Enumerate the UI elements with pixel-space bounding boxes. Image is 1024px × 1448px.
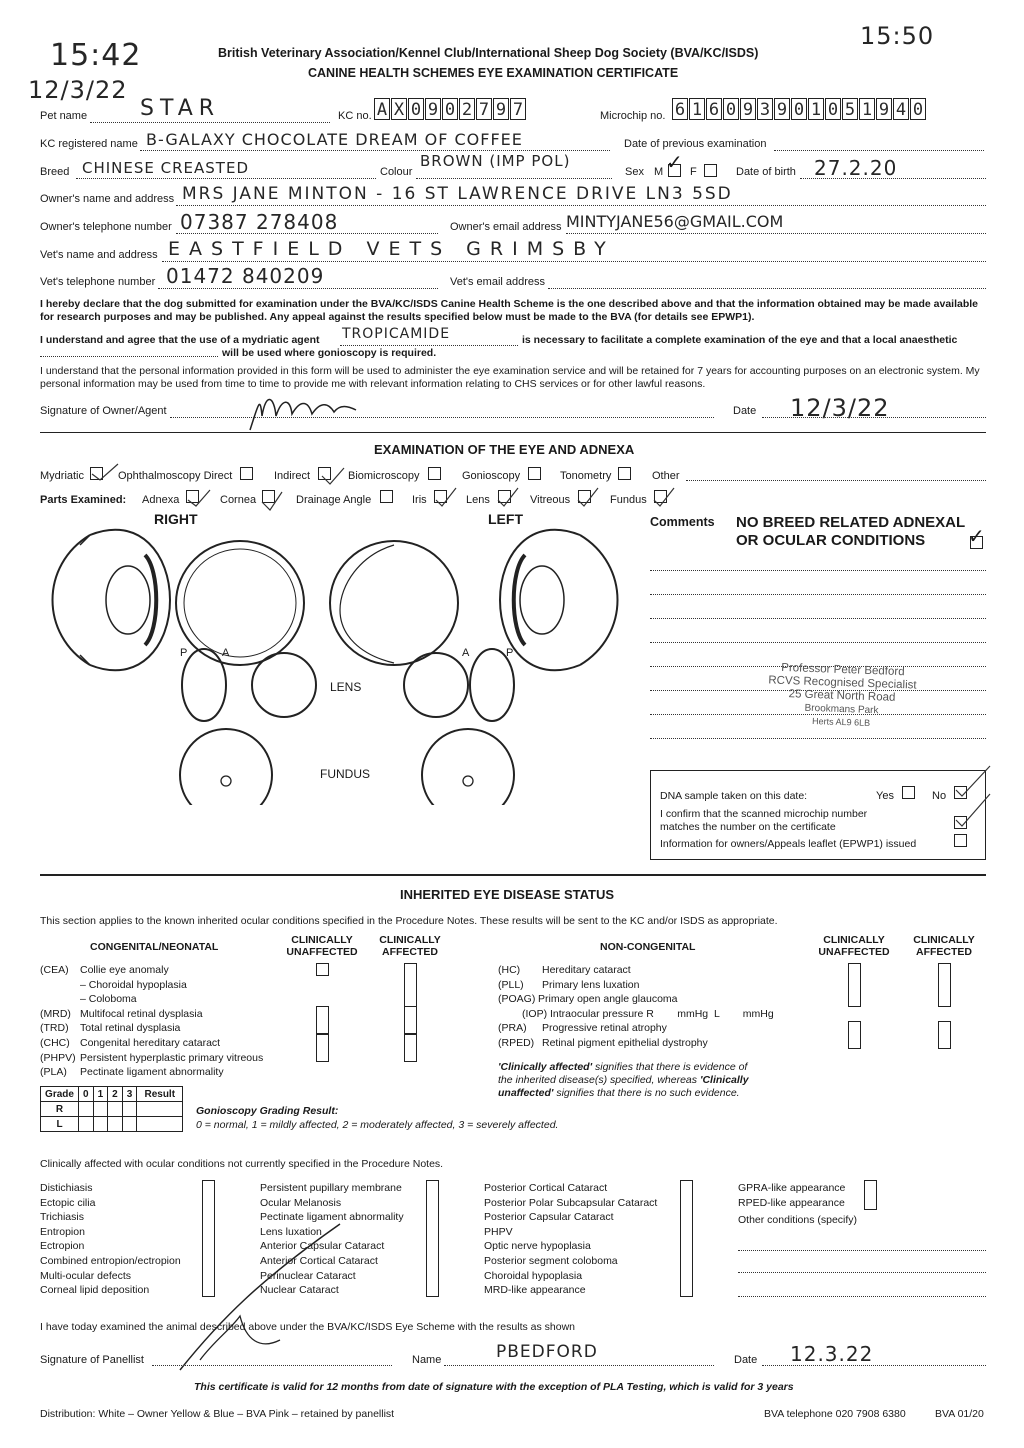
cong-name: Pectinate ligament abnormality	[80, 1066, 224, 1079]
kc-char: 7	[510, 98, 526, 120]
left-fundus	[422, 729, 514, 805]
panellist-name-label: Name	[412, 1354, 442, 1366]
microchip-boxes	[672, 98, 927, 120]
grade-cell[interactable]	[79, 1117, 94, 1132]
grade-cell[interactable]	[93, 1117, 108, 1132]
noncong-code: (PRA)	[498, 1022, 527, 1035]
comments-label: Comments	[650, 515, 715, 529]
noncong-row	[498, 1007, 774, 1022]
condition-item: Posterior segment coloboma	[484, 1254, 618, 1267]
gonio-grading-text: 0 = normal, 1 = mildly affected, 2 = moderately affected, 3 = severely affected.	[196, 1119, 559, 1131]
no-breed-text-2: OR OCULAR CONDITIONS	[736, 532, 926, 549]
chip-char: 6	[706, 98, 722, 120]
lens-p-right: P	[180, 647, 188, 659]
noncong-aff-head	[904, 934, 984, 958]
grade-head: Result	[137, 1087, 183, 1102]
dob-value: 27.2.20	[814, 156, 898, 180]
method-gonioscopy-label: Gonioscopy	[462, 470, 521, 482]
condition-item: Multi-ocular defects	[40, 1269, 132, 1282]
chip-char: 4	[893, 98, 909, 120]
vet-value: EASTFIELD VETS GRIMSBY	[168, 238, 615, 260]
declaration-text: I hereby declare that the dog submitted for examination under the BVA/KC/ISDS Canine Health Scheme is the one described above and that the information obtained may be made available for research purposes and may be published. Any appeal against the results specified below must be made to the BVA (for details see EPWP1).	[40, 298, 979, 323]
kc-no-label: KC no.	[338, 110, 372, 122]
vet-label: Vet's name and address	[40, 249, 158, 261]
part-cornea-label: Cornea	[220, 494, 257, 506]
condition-item: Combined entropion/ectropion	[40, 1254, 181, 1267]
breed-label: Breed	[40, 166, 70, 178]
noncong-code: (HC)	[498, 964, 521, 976]
exam-check-strokes	[90, 440, 690, 520]
section-divider	[40, 432, 986, 433]
left-eye-label: LEFT	[488, 511, 523, 527]
chip-char: 1	[859, 98, 875, 120]
condition-item: Posterior Cortical Cataract	[484, 1182, 608, 1194]
part-vitreous-label: Vitreous	[530, 494, 571, 506]
grade-head: 1	[93, 1087, 108, 1102]
hc-pll-poag-affected-box[interactable]	[938, 963, 951, 1007]
noncong-code: (PLL)	[498, 978, 524, 991]
col4-checkbox-column[interactable]	[864, 1180, 877, 1210]
confirm-label-2: matches the number on the certificate	[660, 821, 836, 833]
sig-owner-label: Signature of Owner/Agent	[40, 405, 167, 417]
other-conditions-intro: Clinically affected with ocular conditions not currently specified in the Procedure Notes.	[40, 1158, 444, 1170]
condition-item: Posterior Capsular Cataract	[484, 1211, 614, 1224]
mydriatic-text-post: is necessary to facilitate a complete examination of the eye and that a local anaesthetic	[522, 334, 958, 346]
grade-head: 3	[122, 1087, 137, 1102]
fundus-label: FUNDUS	[320, 767, 370, 781]
stamp-line: 25 Great North Road	[788, 688, 896, 704]
panellist-name-value: PBEDFORD	[496, 1342, 598, 1362]
bva-telephone: BVA telephone 020 7908 6380	[764, 1408, 906, 1420]
condition-item: Persistent pupillary membrane	[260, 1182, 402, 1194]
condition-item: Anterior Capsular Cataract	[260, 1240, 385, 1253]
cong-code: (TRD)	[40, 1022, 69, 1035]
noncong-row	[498, 1021, 774, 1036]
breed-value: CHINESE CREASTED	[82, 159, 249, 177]
panellist-date-value: 12.3.22	[790, 1342, 874, 1366]
condition-item: Posterior Polar Subcapsular Cataract	[484, 1196, 658, 1209]
cong-row	[40, 978, 263, 993]
congenital-head: CONGENITAL/NEONATAL	[90, 941, 219, 953]
confirm-label: I confirm that the scanned microchip number	[660, 808, 868, 820]
condition-item: Nuclear Cataract	[260, 1284, 339, 1297]
note-bold: 'Clinically affected'	[498, 1061, 593, 1073]
cong-row	[40, 1007, 263, 1022]
cong-row	[40, 1051, 263, 1066]
kc-char: X	[391, 98, 407, 120]
noncong-row	[498, 992, 774, 1007]
chc-phpv-affected-box[interactable]	[404, 1034, 417, 1062]
grade-head: 0	[79, 1087, 94, 1102]
noncong-row	[498, 963, 774, 978]
mydriatic-text-pre: I understand and agree that the use of a mydriatic agent	[40, 334, 320, 346]
kc-char: 0	[408, 98, 424, 120]
owner-tel-value: 07387 278408	[180, 210, 339, 234]
right-eye-front	[176, 541, 304, 665]
chc-phpv-unaffected-box[interactable]	[316, 1034, 329, 1062]
chip-char: 3	[757, 98, 773, 120]
noncong-name: Hereditary cataract	[542, 964, 631, 976]
kc-char: 9	[425, 98, 441, 120]
inherited-intro: This section applies to the known inherited ocular conditions specified in the Procedure Notes. These results will be sent to the KC and/or ISDS as appropriate.	[40, 915, 778, 927]
condition-item: Trichiasis	[40, 1211, 84, 1224]
part-adnexa-label: Adnexa	[142, 494, 180, 506]
congenital-list	[40, 963, 263, 1080]
noncong-code: (RPED)	[498, 1036, 535, 1049]
chip-char: 1	[689, 98, 705, 120]
panellist-check-stroke	[160, 1220, 360, 1380]
left-eye-profile	[500, 530, 618, 671]
note-bold: 'Clinically	[699, 1074, 749, 1086]
cong-code: (PHPV)	[40, 1051, 76, 1064]
right-eye-profile	[53, 530, 171, 671]
cong-row	[40, 1021, 263, 1036]
noncong-aff-head-1: CLINICALLY	[913, 934, 975, 946]
colour-label: Colour	[380, 166, 413, 178]
dob-label: Date of birth	[736, 166, 796, 178]
chip-char: 9	[774, 98, 790, 120]
noncong-code: (POAG)	[498, 993, 536, 1006]
cong-row	[40, 963, 263, 978]
lens-a-left: A	[462, 647, 470, 659]
noncongenital-head: NON-CONGENITAL	[600, 941, 696, 953]
stamp-line: Professor Peter Bedford	[781, 661, 905, 679]
sig-panellist-label: Signature of Panellist	[40, 1354, 144, 1366]
kc-char: 9	[493, 98, 509, 120]
noncong-name: Progressive retinal atrophy	[542, 1022, 667, 1035]
stamp-line: Brookmans Park	[804, 702, 879, 717]
sig-owner-date-value: 12/3/22	[790, 394, 890, 422]
chip-char: 1	[808, 98, 824, 120]
cong-aff-head-1: CLINICALLY	[379, 934, 441, 946]
no-breed-check-mark: ✓	[968, 526, 985, 548]
dna-yes-checkbox[interactable]	[902, 786, 915, 799]
sex-f-checkbox[interactable]	[704, 164, 717, 177]
noncong-name: (IOP) Intraocular pressure R mmHg L mmHg	[522, 1007, 774, 1020]
condition-item: Choroidal hypoplasia	[484, 1269, 583, 1282]
kc-no-boxes	[374, 98, 527, 120]
cong-aff-head-2: AFFECTED	[382, 946, 438, 958]
condition-item: GPRA-like appearance	[738, 1182, 846, 1194]
grade-row-label: R	[41, 1102, 79, 1117]
sex-f-label: F	[690, 166, 697, 178]
noncong-name: Retinal pigment epithelial dystrophy	[542, 1036, 708, 1049]
header-title: British Veterinary Association/Kennel Club/International Sheep Dog Society (BVA/KC/ISDS)	[218, 46, 759, 60]
sex-m-check-mark: ✓	[666, 152, 683, 174]
form-code: BVA 01/20	[935, 1408, 984, 1420]
pra-rped-affected-box[interactable]	[938, 1021, 951, 1049]
cong-name: Multifocal retinal dysplasia	[80, 1007, 203, 1020]
condition-item: Optic nerve hypoplasia	[484, 1240, 591, 1253]
cong-unaff-head-1: CLINICALLY	[291, 934, 353, 946]
eye-diagram	[40, 525, 630, 805]
condition-item: PHPV	[484, 1225, 513, 1238]
grade-cell[interactable]	[108, 1102, 123, 1117]
cong-row	[40, 1065, 263, 1080]
handwritten-time-right: 15:50	[860, 22, 935, 50]
noncong-row	[498, 1036, 774, 1051]
noncong-name: Primary open angle glaucoma	[538, 993, 678, 1006]
cong-unaff-head	[282, 934, 362, 958]
vet-tel-label: Vet's telephone number	[40, 276, 156, 288]
dna-label: DNA sample taken on this date:	[660, 790, 808, 802]
grade-head: Grade	[41, 1087, 79, 1102]
grade-cell[interactable]	[93, 1102, 108, 1117]
kc-char: A	[374, 98, 390, 120]
pra-rped-unaffected-box[interactable]	[848, 1021, 861, 1049]
kc-char: 0	[442, 98, 458, 120]
method-mydriatic-label: Mydriatic	[40, 470, 85, 482]
grade-cell[interactable]	[79, 1102, 94, 1117]
part-iris-label: Iris	[412, 494, 427, 506]
chip-char: 6	[672, 98, 688, 120]
prev-exam-label: Date of previous examination	[624, 138, 767, 150]
noncong-aff-head-2: AFFECTED	[916, 946, 972, 958]
method-indirect-label: Indirect	[274, 470, 311, 482]
owner-tel-label: Owner's telephone number	[40, 221, 172, 233]
cong-name: Persistent hyperplastic primary vitreous	[80, 1051, 264, 1064]
owner-label: Owner's name and address	[40, 193, 175, 205]
condition-item: Ectopic cilia	[40, 1196, 96, 1209]
cong-name: – Coloboma	[80, 993, 137, 1006]
kc-reg-label: KC registered name	[40, 138, 138, 150]
vet-email-label: Vet's email address	[450, 276, 546, 288]
owner-email-label: Owner's email address	[450, 221, 562, 233]
stamp-line: Herts AL9 6LB	[811, 715, 871, 728]
mydriatic-text-post2: will be used where gonioscopy is required.	[222, 347, 437, 359]
cong-row	[40, 992, 263, 1007]
condition-item: RPED-like appearance	[738, 1196, 845, 1209]
grade-cell[interactable]	[122, 1102, 137, 1117]
condition-item: Distichiasis	[40, 1182, 93, 1194]
cong-code: (PLA)	[40, 1066, 67, 1079]
dna-check-strokes	[940, 760, 1000, 840]
no-breed-text: NO BREED RELATED ADNEXAL	[736, 514, 966, 531]
owner-email-value: MINTYJANE56@GMAIL.COM	[566, 212, 784, 231]
cong-name: Total retinal dysplasia	[80, 1022, 181, 1035]
mydriatic-agent-value: TROPICAMIDE	[342, 326, 451, 342]
col3-checkbox-column[interactable]	[680, 1180, 693, 1297]
owner-value: MRS JANE MINTON - 16 ST LAWRENCE DRIVE LN3 5SD	[182, 184, 733, 204]
right-fundus	[180, 729, 272, 805]
pet-name-label: Pet name	[40, 110, 88, 122]
chip-char: 5	[842, 98, 858, 120]
condition-item: Anterior Cortical Cataract	[260, 1254, 378, 1267]
noncong-unaff-head-1: CLINICALLY	[823, 934, 885, 946]
condition-item: MRD-like appearance	[484, 1284, 586, 1297]
method-biomicroscopy-label: Biomicroscopy	[348, 470, 420, 482]
exam-title: EXAMINATION OF THE EYE AND ADNEXA	[374, 442, 635, 457]
inherited-title: INHERITED EYE DISEASE STATUS	[400, 887, 615, 902]
colour-value: BROWN (IMP POL)	[420, 152, 571, 170]
grade-cell[interactable]	[122, 1117, 137, 1132]
privacy-text: I understand that the personal information provided in this form will be used to administer the eye examination service and will be retained for 7 years for accounting purposes on an electronic system. My personal information may be used from time to time to provide me with relevant information relating to CHS services or for other lawful reasons.	[40, 365, 980, 390]
chip-char: 9	[876, 98, 892, 120]
condition-item: Other conditions (specify)	[738, 1214, 858, 1227]
section-divider-2	[40, 874, 986, 876]
note-bold: unaffected'	[498, 1087, 554, 1099]
chip-char: 0	[825, 98, 841, 120]
left-eye-front	[330, 541, 458, 665]
right-lens-front	[252, 653, 316, 717]
note-text: signifies that there is no such evidence.	[553, 1087, 740, 1099]
header-subtitle: CANINE HEALTH SCHEMES EYE EXAMINATION CERTIFICATE	[308, 66, 679, 80]
cea-affected-box[interactable]	[404, 963, 417, 1007]
part-fundus-label: Fundus	[610, 494, 647, 506]
other-col4	[738, 1181, 857, 1228]
lens-a-right: A	[222, 647, 230, 659]
chip-char: 0	[910, 98, 926, 120]
dna-no-label: No	[932, 790, 947, 802]
cong-code: (MRD)	[40, 1007, 71, 1020]
specialist-stamp	[751, 661, 933, 732]
condition-item: Lens luxation	[260, 1225, 322, 1238]
method-ophth-label: Ophthalmoscopy Direct	[118, 470, 233, 482]
grade-head: 2	[108, 1087, 123, 1102]
noncong-name: Primary lens luxation	[542, 978, 640, 991]
sig-owner-date-label: Date	[733, 405, 757, 417]
microchip-label: Microchip no.	[600, 110, 666, 122]
lens-label: LENS	[330, 680, 362, 694]
left-lens-front	[404, 653, 468, 717]
condition-item: Entropion	[40, 1225, 85, 1238]
chip-char: 9	[740, 98, 756, 120]
chip-char: 0	[791, 98, 807, 120]
vet-tel-value: 01472 840209	[166, 264, 325, 288]
examined-statement: I have today examined the animal described above under the BVA/KC/ISDS Eye Scheme with the results as shown	[40, 1321, 576, 1333]
chip-char: 0	[723, 98, 739, 120]
col2-checkbox-column[interactable]	[426, 1180, 439, 1297]
note-text: the inherited disease(s) specified, whereas	[498, 1074, 700, 1086]
mrd-trd-unaffected-box[interactable]	[316, 1006, 329, 1034]
leaflet-label: Information for owners/Appeals leaflet (EPWP1) issued	[660, 838, 917, 850]
grade-row-label: L	[41, 1117, 79, 1132]
condition-item: Perinuclear Cataract	[260, 1269, 356, 1282]
cong-name: – Choroidal hypoplasia	[80, 978, 187, 991]
noncong-unaff-head	[814, 934, 894, 958]
cong-code: (CHC)	[40, 1036, 70, 1049]
pet-name-value: STAR	[140, 96, 221, 121]
noncong-row	[498, 978, 774, 993]
validity-text: This certificate is valid for 12 months from date of signature with the exception of PLA Testing, which is valid for 3 years	[194, 1381, 794, 1393]
kc-char: 7	[476, 98, 492, 120]
cea-unaffected-box[interactable]	[316, 963, 329, 976]
cong-code: (CEA)	[40, 964, 69, 976]
cong-row	[40, 1036, 263, 1051]
left-lens-profile	[470, 649, 514, 721]
dna-yes-label: Yes	[876, 790, 894, 802]
cong-name: Collie eye anomaly	[80, 964, 169, 976]
parts-examined-label: Parts Examined:	[40, 494, 127, 506]
mrd-trd-affected-box[interactable]	[404, 1006, 417, 1034]
gonio-grading-title: Gonioscopy Grading Result:	[196, 1105, 339, 1117]
part-lens-label: Lens	[466, 494, 490, 506]
sex-m-label: M	[654, 166, 664, 178]
stamp-line: RCVS Recognised Specialist	[768, 674, 917, 692]
grade-cell[interactable]	[137, 1102, 183, 1117]
condition-item: Ectropion	[40, 1240, 85, 1253]
grade-cell[interactable]	[137, 1117, 183, 1132]
gonioscopy-grade-table	[40, 1086, 183, 1132]
grade-cell[interactable]	[108, 1117, 123, 1132]
note-text: signifies that there is evidence of	[592, 1061, 748, 1073]
condition-item: Pectinate ligament abnormality	[260, 1211, 404, 1224]
handwritten-date-left: 12/3/22	[28, 76, 128, 104]
condition-item: Corneal lipid deposition	[40, 1284, 150, 1297]
noncong-unaff-head-2: UNAFFECTED	[818, 946, 890, 958]
method-other-label: Other	[652, 470, 680, 482]
condition-item: Ocular Melanosis	[260, 1196, 342, 1209]
clinically-note	[498, 1061, 798, 1100]
distribution-text: Distribution: White – Owner Yellow & Blue – BVA Pink – retained by panellist	[40, 1408, 395, 1420]
right-lens-profile	[182, 649, 226, 721]
handwritten-time-left: 15:42	[50, 38, 142, 73]
hc-pll-poag-unaffected-box[interactable]	[848, 963, 861, 1007]
cong-unaff-head-2: UNAFFECTED	[286, 946, 358, 958]
panellist-date-label: Date	[734, 1354, 758, 1366]
sex-label: Sex	[625, 166, 644, 178]
other-col3	[484, 1181, 657, 1298]
cong-name: Congenital hereditary cataract	[80, 1036, 221, 1049]
cong-aff-head	[370, 934, 450, 958]
right-eye-label: RIGHT	[154, 511, 198, 527]
kc-reg-value: B-GALAXY CHOCOLATE DREAM OF COFFEE	[146, 130, 523, 149]
part-drainage-label: Drainage Angle	[296, 494, 372, 506]
owner-signature	[230, 386, 390, 436]
kc-char: 2	[459, 98, 475, 120]
method-tonometry-label: Tonometry	[560, 470, 612, 482]
noncongenital-list	[498, 963, 774, 1051]
lens-p-left: P	[506, 647, 514, 659]
